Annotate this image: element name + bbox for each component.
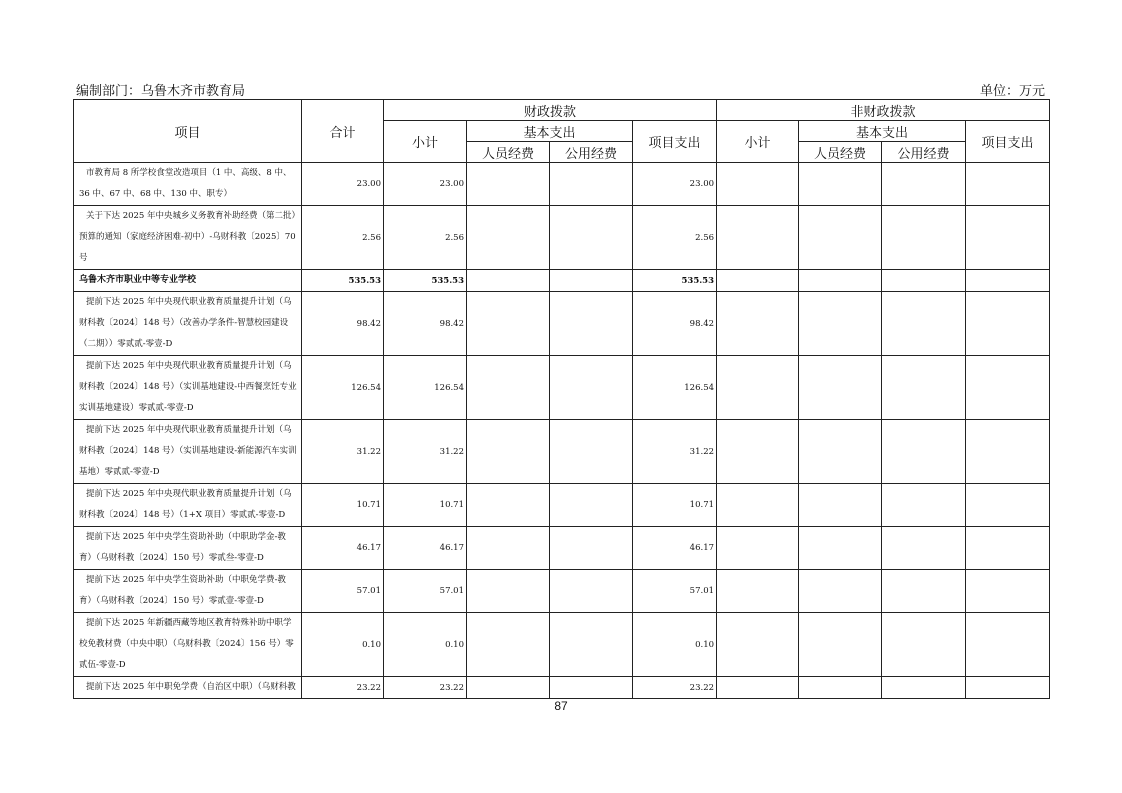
cell-total: 23.22 (302, 677, 384, 699)
cell-total: 57.01 (302, 570, 384, 613)
cell-total: 535.53 (302, 270, 384, 292)
cell-personnel (467, 206, 550, 270)
cell-total: 23.00 (302, 163, 384, 206)
cell-personnel (467, 613, 550, 677)
cell-project: 10.71 (633, 484, 717, 527)
cell-nf-personnel (799, 570, 882, 613)
cell-nf-project (966, 527, 1050, 570)
table-row (74, 570, 1050, 613)
cell-item: 乌鲁木齐市职业中等专业学校 (74, 270, 302, 292)
cell-subtotal: 98.42 (384, 292, 467, 356)
cell-nf-project (966, 270, 1050, 292)
cell-project: 0.10 (633, 613, 717, 677)
cell-nf-personnel (799, 356, 882, 420)
cell-nf-personnel (799, 613, 882, 677)
cell-project: 126.54 (633, 356, 717, 420)
cell-project: 57.01 (633, 570, 717, 613)
cell-public (550, 570, 633, 613)
cell-nf-subtotal (717, 270, 799, 292)
cell-nf-personnel (799, 292, 882, 356)
header-nonfiscal-subtotal: 小计 (717, 121, 799, 163)
cell-subtotal: 10.71 (384, 484, 467, 527)
cell-item: 提前下达 2025 年中职免学费（自治区中职）（乌财科教 (74, 677, 302, 699)
cell-total: 98.42 (302, 292, 384, 356)
cell-project: 2.56 (633, 206, 717, 270)
header-nonfiscal-public: 公用经费 (882, 142, 966, 163)
cell-nf-subtotal (717, 206, 799, 270)
cell-nf-project (966, 570, 1050, 613)
table-body (74, 163, 1050, 699)
table-row (74, 163, 1050, 206)
cell-personnel (467, 270, 550, 292)
cell-public (550, 484, 633, 527)
cell-project: 23.22 (633, 677, 717, 699)
cell-public (550, 206, 633, 270)
cell-public (550, 527, 633, 570)
cell-nf-public (882, 527, 966, 570)
cell-total: 126.54 (302, 356, 384, 420)
header-fiscal-basic: 基本支出 (467, 121, 633, 142)
cell-nf-subtotal (717, 420, 799, 484)
cell-nf-public (882, 270, 966, 292)
cell-nf-project (966, 613, 1050, 677)
cell-nf-project (966, 356, 1050, 420)
cell-public (550, 270, 633, 292)
cell-project: 98.42 (633, 292, 717, 356)
table-row (74, 292, 1050, 356)
header-fiscal: 财政拨款 (384, 100, 717, 121)
cell-personnel (467, 484, 550, 527)
cell-nf-personnel (799, 420, 882, 484)
cell-nf-project (966, 420, 1050, 484)
cell-project: 23.00 (633, 163, 717, 206)
cell-nf-subtotal (717, 527, 799, 570)
cell-personnel (467, 570, 550, 613)
cell-nf-public (882, 163, 966, 206)
table-row (74, 484, 1050, 527)
cell-public (550, 292, 633, 356)
cell-nf-project (966, 677, 1050, 699)
page-number: 87 (554, 699, 568, 713)
cell-item: 提前下达 2025 年中央学生资助补助（中职助学金-教育）（乌财科教〔2024〕150 号）零贰叁-零壹-D (74, 527, 302, 570)
cell-project: 535.53 (633, 270, 717, 292)
cell-subtotal: 126.54 (384, 356, 467, 420)
cell-nf-subtotal (717, 163, 799, 206)
cell-nf-subtotal (717, 292, 799, 356)
table-row (74, 527, 1050, 570)
header-fiscal-public: 公用经费 (550, 142, 633, 163)
cell-nf-project (966, 484, 1050, 527)
cell-item: 提前下达 2025 年新疆西藏等地区教育特殊补助中职学校免教材费（中央中职）（乌财科教〔2024〕156 号）零贰伍-零壹-D (74, 613, 302, 677)
header-total: 合计 (302, 100, 384, 163)
cell-nf-personnel (799, 677, 882, 699)
cell-nf-public (882, 613, 966, 677)
cell-nf-personnel (799, 484, 882, 527)
cell-total: 0.10 (302, 613, 384, 677)
table-row (74, 206, 1050, 270)
cell-nf-public (882, 292, 966, 356)
header-fiscal-subtotal: 小计 (384, 121, 467, 163)
cell-nf-personnel (799, 270, 882, 292)
header-item: 项目 (74, 100, 302, 163)
cell-nf-public (882, 570, 966, 613)
cell-item: 关于下达 2025 年中央城乡义务教育补助经费（第二批）预算的通知（家庭经济困难-初中）-乌财科教〔2025〕70 号 (74, 206, 302, 270)
cell-personnel (467, 356, 550, 420)
cell-public (550, 356, 633, 420)
cell-personnel (467, 292, 550, 356)
cell-nf-project (966, 163, 1050, 206)
cell-subtotal: 23.22 (384, 677, 467, 699)
budget-table (73, 99, 1050, 699)
cell-total: 10.71 (302, 484, 384, 527)
header-fiscal-personnel: 人员经费 (467, 142, 550, 163)
cell-subtotal: 535.53 (384, 270, 467, 292)
cell-nf-subtotal (717, 570, 799, 613)
cell-public (550, 163, 633, 206)
header-nonfiscal-personnel: 人员经费 (799, 142, 882, 163)
cell-nf-subtotal (717, 677, 799, 699)
cell-nf-public (882, 356, 966, 420)
cell-subtotal: 31.22 (384, 420, 467, 484)
cell-personnel (467, 420, 550, 484)
cell-nf-subtotal (717, 613, 799, 677)
cell-item: 提前下达 2025 年中央现代职业教育质量提升计划（乌财科教〔2024〕148 号）（实训基地建设-中西餐烹饪专业实训基地建设）零贰贰-零壹-D (74, 356, 302, 420)
cell-personnel (467, 677, 550, 699)
cell-nf-project (966, 206, 1050, 270)
cell-nf-public (882, 484, 966, 527)
cell-nf-subtotal (717, 484, 799, 527)
cell-nf-personnel (799, 163, 882, 206)
cell-item: 提前下达 2025 年中央学生资助补助（中职免学费-教育）（乌财科教〔2024〕150 号）零贰壹-零壹-D (74, 570, 302, 613)
cell-nf-public (882, 677, 966, 699)
cell-public (550, 420, 633, 484)
cell-project: 46.17 (633, 527, 717, 570)
table-row (74, 613, 1050, 677)
cell-total: 2.56 (302, 206, 384, 270)
cell-subtotal: 46.17 (384, 527, 467, 570)
cell-item: 提前下达 2025 年中央现代职业教育质量提升计划（乌财科教〔2024〕148 号）（实训基地建设-新能源汽车实训基地）零贰贰-零壹-D (74, 420, 302, 484)
cell-project: 31.22 (633, 420, 717, 484)
table-row (74, 270, 1050, 292)
cell-subtotal: 23.00 (384, 163, 467, 206)
cell-subtotal: 2.56 (384, 206, 467, 270)
cell-nf-public (882, 420, 966, 484)
cell-item: 提前下达 2025 年中央现代职业教育质量提升计划（乌财科教〔2024〕148 号）（1+X 项目）零贰贰-零壹-D (74, 484, 302, 527)
cell-nf-public (882, 206, 966, 270)
unit-label: 单位：万元 (979, 84, 1045, 99)
cell-subtotal: 0.10 (384, 613, 467, 677)
table-row (74, 420, 1050, 484)
header-fiscal-project: 项目支出 (633, 121, 717, 163)
table-row (74, 677, 1050, 699)
cell-nf-personnel (799, 206, 882, 270)
cell-personnel (467, 163, 550, 206)
department-label: 编制部门：乌鲁木齐市教育局 (76, 84, 246, 99)
cell-item: 市教育局 8 所学校食堂改造项目（1 中、高级、8 中、36 中、67 中、68 中、130 中、职专） (74, 163, 302, 206)
table-row (74, 356, 1050, 420)
cell-subtotal: 57.01 (384, 570, 467, 613)
cell-item: 提前下达 2025 年中央现代职业教育质量提升计划（乌财科教〔2024〕148 号）（改善办学条件-智慧校园建设（二期））零贰贰-零壹-D (74, 292, 302, 356)
cell-total: 31.22 (302, 420, 384, 484)
cell-public (550, 613, 633, 677)
cell-total: 46.17 (302, 527, 384, 570)
cell-nf-personnel (799, 527, 882, 570)
cell-nf-project (966, 292, 1050, 356)
cell-nf-subtotal (717, 356, 799, 420)
header-non-fiscal: 非财政拨款 (717, 100, 1050, 121)
header-nonfiscal-basic: 基本支出 (799, 121, 966, 142)
cell-public (550, 677, 633, 699)
header-nonfiscal-project: 项目支出 (966, 121, 1050, 163)
cell-personnel (467, 527, 550, 570)
